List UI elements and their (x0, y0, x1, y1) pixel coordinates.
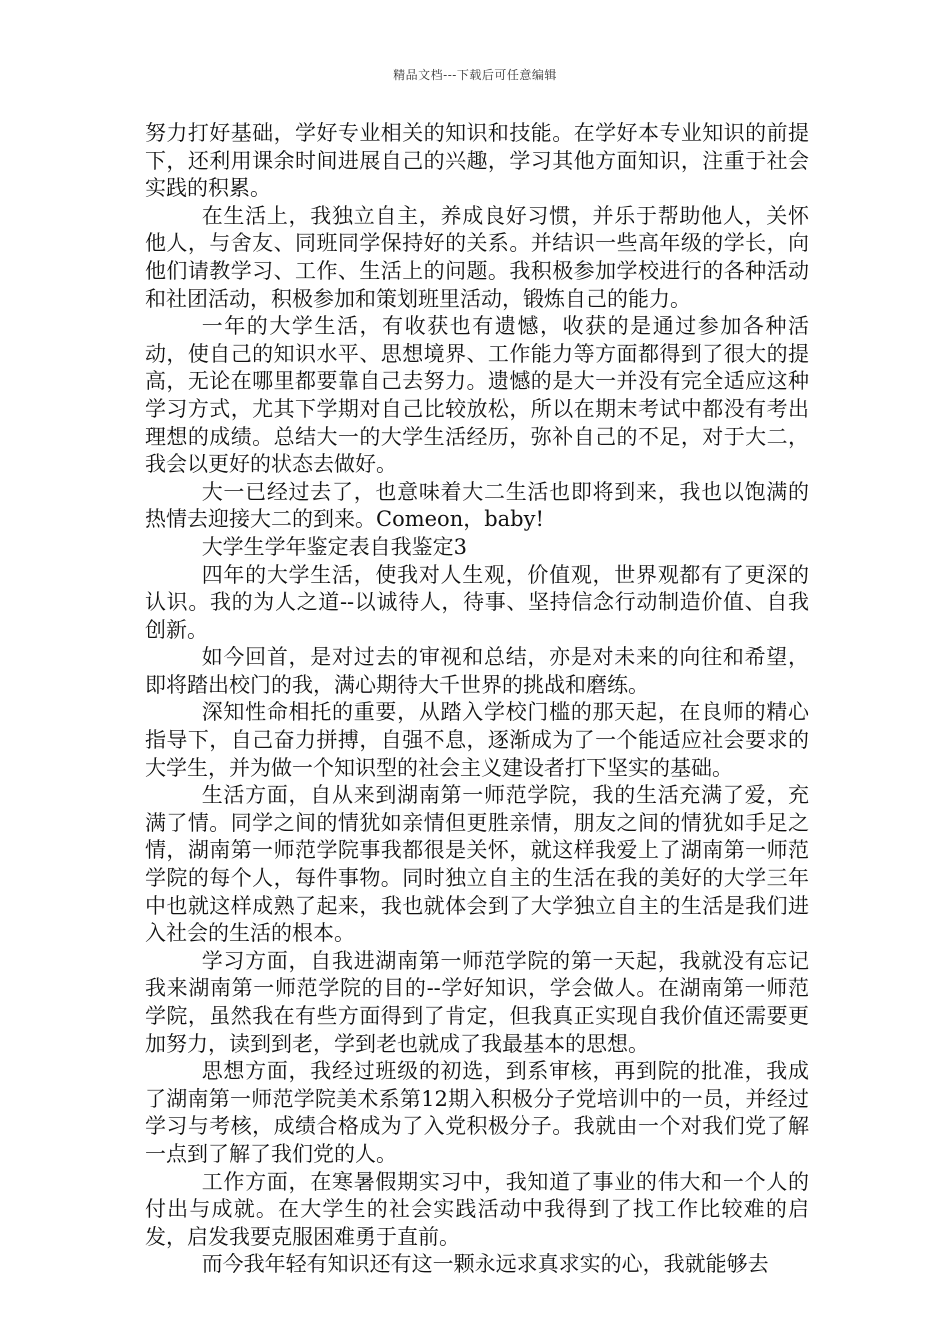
paragraph: 生活方面，自从来到湖南第一师范学院，我的生活充满了爱，充满了情。同学之间的情犹如亲情但更胜亲情，朋友之间的情犹如手足之情，湖南第一师范学院事我都很是关怀，就这样我爱上了湖南第一师范学院的每个人，每件事物。同时独立自主的生活在我的美好的大学三年中也就这样成熟了起来，我也就体会到了大学独立自主的生活是我们进入社会的生活的根本。 (145, 783, 809, 946)
paragraph: 而今我年轻有知识还有这一颗永远求真求实的心，我就能够去 (201, 1252, 769, 1277)
paragraph: 深知性命相托的重要，从踏入学校门槛的那天起，在良师的精心指导下，自己奋力拼搏，自强不息，逐渐成为了一个能适应社会要求的大学生，并为做一个知识型的社会主义建设者打下坚实的基础。 (145, 700, 809, 780)
paragraph: 工作方面，在寒暑假期实习中，我知道了事业的伟大和一个人的付出与成就。在大学生的社会实践活动中我得到了找工作比较难的启发，启发我要克服困难勇于直前。 (145, 1169, 809, 1249)
paragraph: 在生活上，我独立自主，养成良好习惯，并乐于帮助他人，关怀他人，与舍友、同班同学保持好的关系。并结识一些高年级的学长，向他们请教学习、工作、生活上的问题。我积极参加学校进行的各种活动和社团活动，积极参加和策划班里活动，锻炼自己的能力。 (145, 203, 809, 311)
paragraph: 学习方面，自我进湖南第一师范学院的第一天起，我就没有忘记我来湖南第一师范学院的目的--学好知识，学会做人。在湖南第一师范学院，虽然我在有些方面得到了肯定，但我真正实现自我价值还需要更加努力，读到到老，学到老也就成了我最基本的思想。 (145, 948, 809, 1056)
paragraph: 努力打好基础，学好专业相关的知识和技能。在学好本专业知识的前提下，还利用课余时间进展自己的兴趣，学习其他方面知识，注重于社会实践的积累。 (145, 121, 809, 201)
paragraph: 一年的大学生活，有收获也有遗憾，收获的是通过参加各种活动，使自己的知识水平、思想境界、工作能力等方面都得到了很大的提高，无论在哪里都要靠自己去努力。遗憾的是大一并没有完全适应这种学习方式，尤其下学期对自己比较放松，所以在期末考试中都没有考出理想的成绩。总结大一的大学生活经历，弥补自己的不足，对于大二，我会以更好的状态去做好。 (145, 314, 809, 477)
paragraph: 思想方面，我经过班级的初选，到系审核，再到院的批准，我成了湖南第一师范学院美术系第12期入积极分子党培训中的一员，并经过学习与考核，成绩合格成为了入党积极分子。我就由一个对我们党了解一点到了解了我们党的人。 (145, 1059, 809, 1166)
paragraph: 四年的大学生活，使我对人生观，价值观，世界观都有了更深的认识。我的为人之道--以诚待人，待事、坚持信念行动制造价值、自我创新。 (145, 562, 809, 642)
paragraph: 大一已经过去了，也意味着大二生活也即将到来，我也以饱满的热情去迎接大二的到来。Comeon，baby! (145, 479, 809, 532)
section-heading: 大学生学年鉴定表自我鉴定3 (201, 534, 468, 559)
paragraph: 如今回首，是对过去的审视和总结，亦是对未来的向往和希望，即将踏出校门的我，满心期待大千世界的挑战和磨练。 (145, 645, 809, 697)
page-header: 精品文档---下载后可任意编辑 (393, 68, 557, 82)
document-body (145, 120, 809, 1279)
